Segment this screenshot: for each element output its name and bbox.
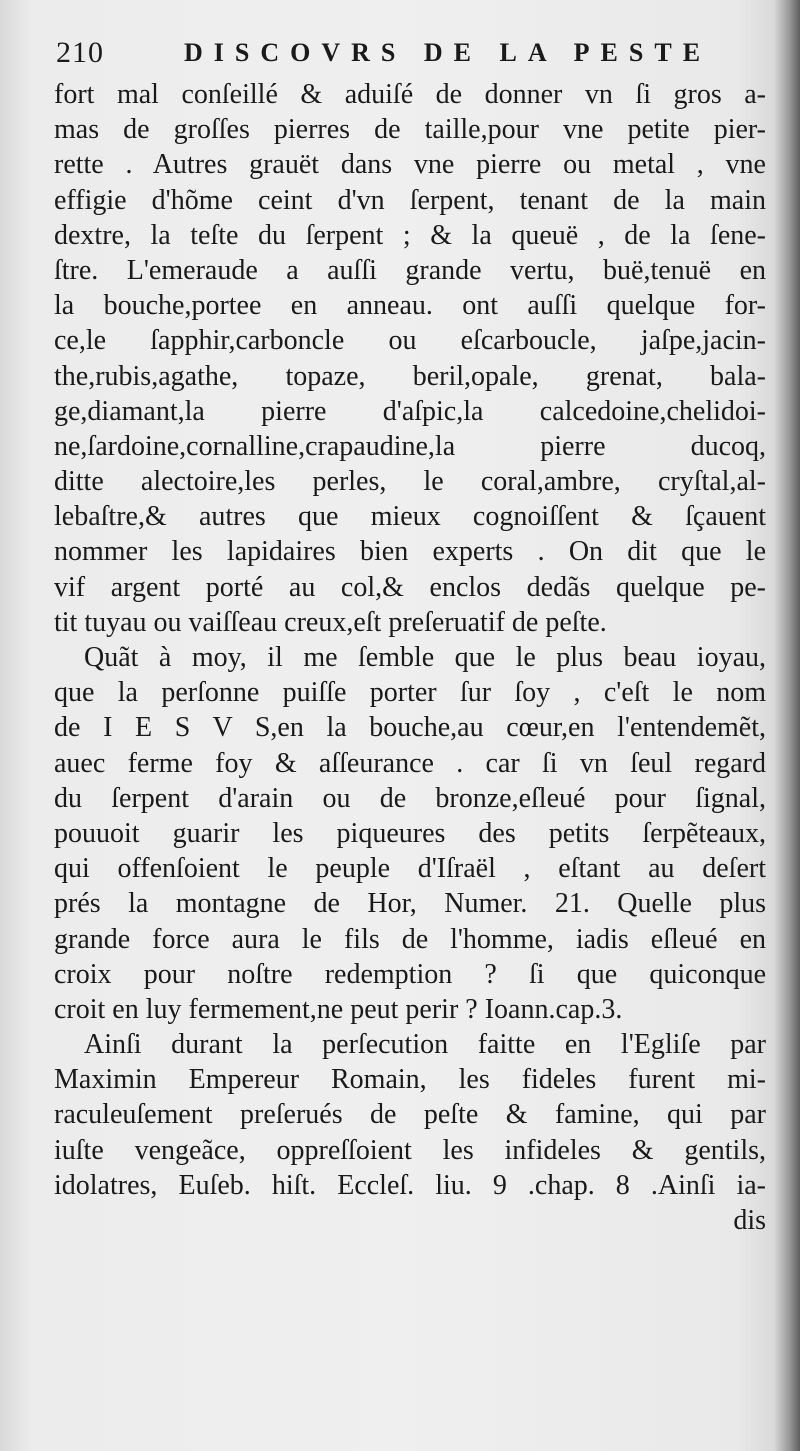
text-line: ne,ſardoine,cornalline,crapaudine,la pierre ducoq, (54, 430, 766, 462)
text-line: ge,diamant,la pierre d'aſpic,la calcedoine,chelidoi- (54, 395, 766, 427)
text-line: the,rubis,agathe, topaze, beril,opale, grenat, bala- (54, 360, 766, 392)
paragraph-start-line: Quãt à moy, il me ſemble que le plus beau ioyau, (84, 642, 766, 673)
text-line: de I E S V S,en la bouche,au cœur,en l'entendemẽt, (54, 712, 766, 744)
text-line: que la perſonne puiſſe porter ſur ſoy , c'eſt le nom (54, 677, 766, 709)
page-header (56, 36, 756, 76)
text-line: rette . Autres grauët dans vne pierre ou metal , vne (54, 149, 766, 181)
text-line: lebaſtre,& autres que mieux cognoiſſent & ſçauent (54, 501, 766, 533)
text-body (54, 77, 766, 1238)
text-line: vif argent porté au col,& enclos dedãs quelque pe- (54, 571, 766, 603)
text-line: iuſte vengeãce, oppreſſoient les infideles & gentils, (54, 1134, 766, 1166)
text-line: mas de groſſes pierres de taille,pour vne petite pier- (54, 114, 766, 146)
page-number: 210 (56, 36, 104, 69)
paragraph-start-line: Ainſi durant la perſecution faitte en l'Egliſe par (84, 1029, 766, 1061)
text-line: ce,le ſapphir,carboncle ou eſcarboucle, jaſpe,jacin- (54, 325, 766, 357)
text-line: idolatres, Euſeb. hiſt. Eccleſ. liu. 9 .chap. 8 .Ainſi ia- (54, 1169, 766, 1201)
text-line: Maximin Empereur Romain, les fideles furent mi- (54, 1064, 766, 1096)
text-line: ſtre. L'emeraude a auſſi grande vertu, buë,tenuë en (54, 254, 766, 286)
text-line: la bouche,portee en anneau. ont auſſi quelque for- (54, 290, 766, 322)
text-line: nommer les lapidaires bien experts . On dit que le (54, 536, 766, 568)
text-line: dextre, la teſte du ſerpent ; & la queuë , de la ſene- (54, 219, 766, 251)
text-line: du ſerpent d'arain ou de bronze,eſleué pour ſignal, (54, 782, 766, 814)
text-line: prés la montagne de Hor, Numer. 21. Quelle plus (54, 888, 766, 920)
text-line: ditte alectoire,les perles, le coral,ambre, cryſtal,al- (54, 466, 766, 498)
text-line: fort mal conſeillé & aduiſé de donner vn ſi gros a- (54, 79, 766, 110)
catchword: dis (733, 1205, 766, 1236)
running-title: DISCOVRS DE LA PESTE (184, 38, 712, 67)
text-line: qui offenſoient le peuple d'Iſraël , eſtant au deſert (54, 853, 766, 885)
page-gutter-shadow (774, 0, 800, 1451)
text-line: tit tuyau ou vaiſſeau creux,eſt preſeruatif de peſte. (54, 606, 607, 638)
text-line: raculeuſement preſerués de peſte & famine, qui par (54, 1099, 766, 1131)
text-line: croit en luy fermement,ne peut perir ? Ioann.cap.3. (54, 993, 623, 1025)
text-line: effigie d'hõme ceint d'vn ſerpent, tenant de la main (54, 184, 766, 216)
text-line: croix pour noſtre redemption ? ſi que quiconque (54, 958, 766, 990)
text-line: auec ferme foy & aſſeurance . car ſi vn ſeul regard (54, 747, 766, 779)
text-line: grande force aura le fils de l'homme, iadis eſleué en (54, 923, 766, 955)
text-line: pouuoit guarir les piqueures des petits ſerpẽteaux, (54, 817, 766, 849)
